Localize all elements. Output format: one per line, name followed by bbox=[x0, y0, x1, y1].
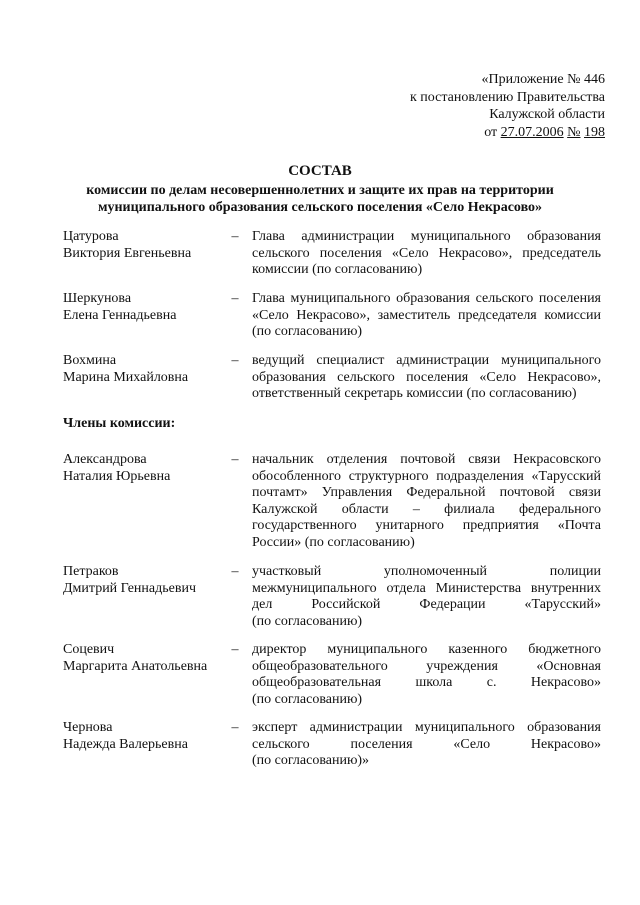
document-heading bbox=[40, 163, 600, 217]
dash-separator: – bbox=[231, 229, 239, 244]
person-role: директор муниципального казенного бюджетного общеобразовательного учреждения «Основная общеобразовательная школа с. Некрасово» (по согласованию) bbox=[252, 642, 601, 707]
heading-line: комиссии по делам несовершеннолетних и защите их прав на территории bbox=[86, 182, 554, 198]
person-name: Соцевич Маргарита Анатольевна bbox=[63, 642, 208, 674]
appendix-block bbox=[345, 71, 605, 141]
dash-separator: – bbox=[231, 452, 239, 467]
dash-separator: – bbox=[231, 291, 239, 306]
document-title: СОСТАВ bbox=[288, 163, 352, 179]
date-prefix: от bbox=[484, 124, 498, 140]
person-name: Шеркунова Елена Геннадьевна bbox=[63, 291, 177, 323]
heading-line: муниципального образования сельского поселения «Село Некрасово» bbox=[97, 200, 543, 215]
members-heading: Члены комиссии: bbox=[63, 416, 176, 431]
person-role: начальник отделения почтовой связи Некрасовского обособленного структурного подразделения «Тарусский почтамт» Управления Федеральной почтовой связи Калужской области – филиала федерального государственного унитарного предприятия «Почта России» (по согласованию) bbox=[252, 452, 601, 550]
person-role: участковый уполномоченный полиции межмуниципального отдела Министерства внутренних дел Российской Федерации «Тарусский» (по согласованию) bbox=[252, 564, 601, 629]
person-role: эксперт администрации муниципального образования сельского поселения «Село Некрасово» (по согласованию)» bbox=[252, 720, 601, 769]
person-role: Глава администрации муниципального образования сельского поселения «Село Некрасово», председатель комиссии (по согласованию) bbox=[252, 229, 601, 278]
appendix-line: к постановлению Правительства bbox=[409, 89, 605, 105]
resolution-date: 27.07.2006 bbox=[500, 124, 564, 140]
dash-separator: – bbox=[231, 642, 239, 657]
dash-separator: – bbox=[231, 720, 239, 735]
person-role: ведущий специалист администрации муниципального образования сельского поселения «Село Некрасово», ответственный секретарь комиссии (по согласованию) bbox=[252, 353, 601, 402]
person-name: Вохмина Марина Михайловна bbox=[63, 353, 189, 385]
dash-separator: – bbox=[231, 353, 239, 368]
person-name: Петраков Дмитрий Геннадьевич bbox=[63, 564, 196, 596]
person-role: Глава муниципального образования сельского поселения «Село Некрасово», заместитель председателя комиссии (по согласованию) bbox=[252, 291, 601, 340]
number-prefix: № bbox=[567, 124, 581, 140]
appendix-line: «Приложение № 446 bbox=[481, 72, 605, 87]
appendix-line: Калужской области bbox=[489, 107, 605, 123]
resolution-number: 198 bbox=[584, 124, 605, 140]
person-name: Александрова Наталия Юрьевна bbox=[63, 452, 171, 484]
person-name: Цатурова Виктория Евгеньевна bbox=[63, 229, 192, 261]
dash-separator: – bbox=[231, 564, 239, 579]
appendix-date-line bbox=[345, 124, 605, 142]
person-name: Чернова Надежда Валерьевна bbox=[63, 720, 188, 752]
